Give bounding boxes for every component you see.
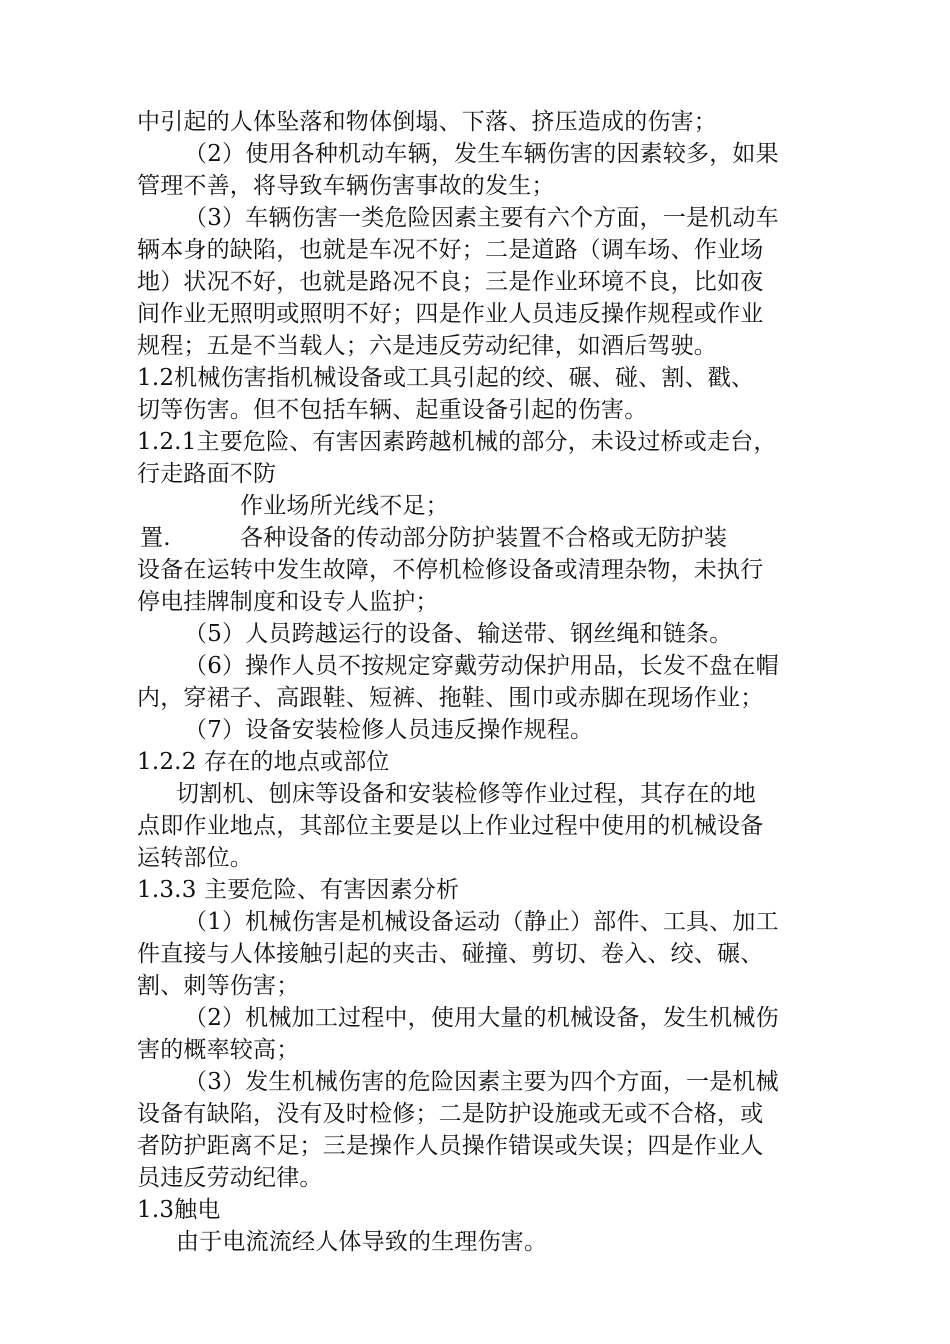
- text-line: （3）车辆伤害一类危险因素主要有六个方面，一是机动车: [184, 205, 779, 231]
- text-line: 行走路面不防: [137, 461, 277, 487]
- text-line: 间作业无照明或照明不好；四是作业人员违反操作规程或作业: [137, 301, 764, 327]
- subsection-heading: 1.2.1主要危险、有害因素跨越机械的部分，未设过桥或走台，: [137, 429, 777, 455]
- text-line: 者防护距离不足；三是操作人员操作错误或失误；四是作业人: [137, 1133, 764, 1159]
- text-line: 辆本身的缺陷，也就是车况不好；二是道路（调车场、作业场: [137, 237, 764, 263]
- text-line: （7）设备安装检修人员违反操作规程。: [184, 717, 594, 743]
- text-line: 作业场所光线不足；: [240, 493, 449, 519]
- section-heading: 1.2机械伤害指机械设备或工具引起的绞、碾、碰、割、戳、: [137, 365, 755, 391]
- text-line: 件直接与人体接触引起的夹击、碰撞、剪切、卷入、绞、碾、: [137, 941, 764, 967]
- text-line: 中引起的人体坠落和物体倒塌、下落、挤压造成的伤害；: [137, 109, 717, 135]
- subsection-heading: 1.3.3 主要危险、有害因素分析: [137, 877, 460, 903]
- text-line: 切等伤害。但不包括车辆、起重设备引起的伤害。: [137, 397, 648, 423]
- text-line: 设备有缺陷，没有及时检修；二是防护设施或无或不合格，或: [137, 1101, 764, 1127]
- text-line: 害的概率较高；: [137, 1037, 300, 1063]
- text-line: （1）机械伤害是机械设备运动（静止）部件、工具、加工: [184, 909, 779, 935]
- text-line: 地）状况不好，也就是路况不良；三是作业环境不良，比如夜: [137, 269, 764, 295]
- text-line: （3）发生机械伤害的危险因素主要为四个方面，一是机械: [184, 1069, 779, 1095]
- text-line: 运转部位。: [137, 845, 253, 871]
- margin-fragment: 置.: [140, 525, 171, 551]
- text-line: 由于电流流经人体导致的生理伤害。: [176, 1229, 548, 1255]
- text-line: （5）人员跨越运行的设备、输送带、钢丝绳和链条。: [184, 621, 733, 647]
- text-line: 员违反劳动纪律。: [137, 1165, 323, 1191]
- text-line: 切割机、刨床等设备和安装检修等作业过程，其存在的地: [176, 781, 756, 807]
- text-line: 管理不善，将导致车辆伤害事故的发生；: [137, 173, 555, 199]
- text-line: （6）操作人员不按规定穿戴劳动保护用品，长发不盘在帽: [184, 653, 779, 679]
- text-line: 点即作业地点，其部位主要是以上作业过程中使用的机械设备: [137, 813, 764, 839]
- text-line: 设备在运转中发生故障，不停机检修设备或清理杂物，未执行: [137, 557, 764, 583]
- text-line: 规程；五是不当载人；六是违反劳动纪律，如酒后驾驶。: [137, 333, 717, 359]
- subsection-heading: 1.2.2 存在的地点或部位: [137, 749, 390, 775]
- section-heading: 1.3触电: [137, 1197, 221, 1223]
- text-line: 各种设备的传动部分防护装置不合格或无防护装: [240, 525, 728, 551]
- text-line: （2）机械加工过程中，使用大量的机械设备，发生机械伤: [184, 1005, 779, 1031]
- text-line: 停电挂牌制度和设专人监护；: [137, 589, 439, 615]
- text-line: 内，穿裙子、高跟鞋、短裤、拖鞋、围巾或赤脚在现场作业；: [137, 685, 764, 711]
- text-line: 割、刺等伤害；: [137, 973, 300, 999]
- text-line: （2）使用各种机动车辆，发生车辆伤害的因素较多，如果: [184, 141, 779, 167]
